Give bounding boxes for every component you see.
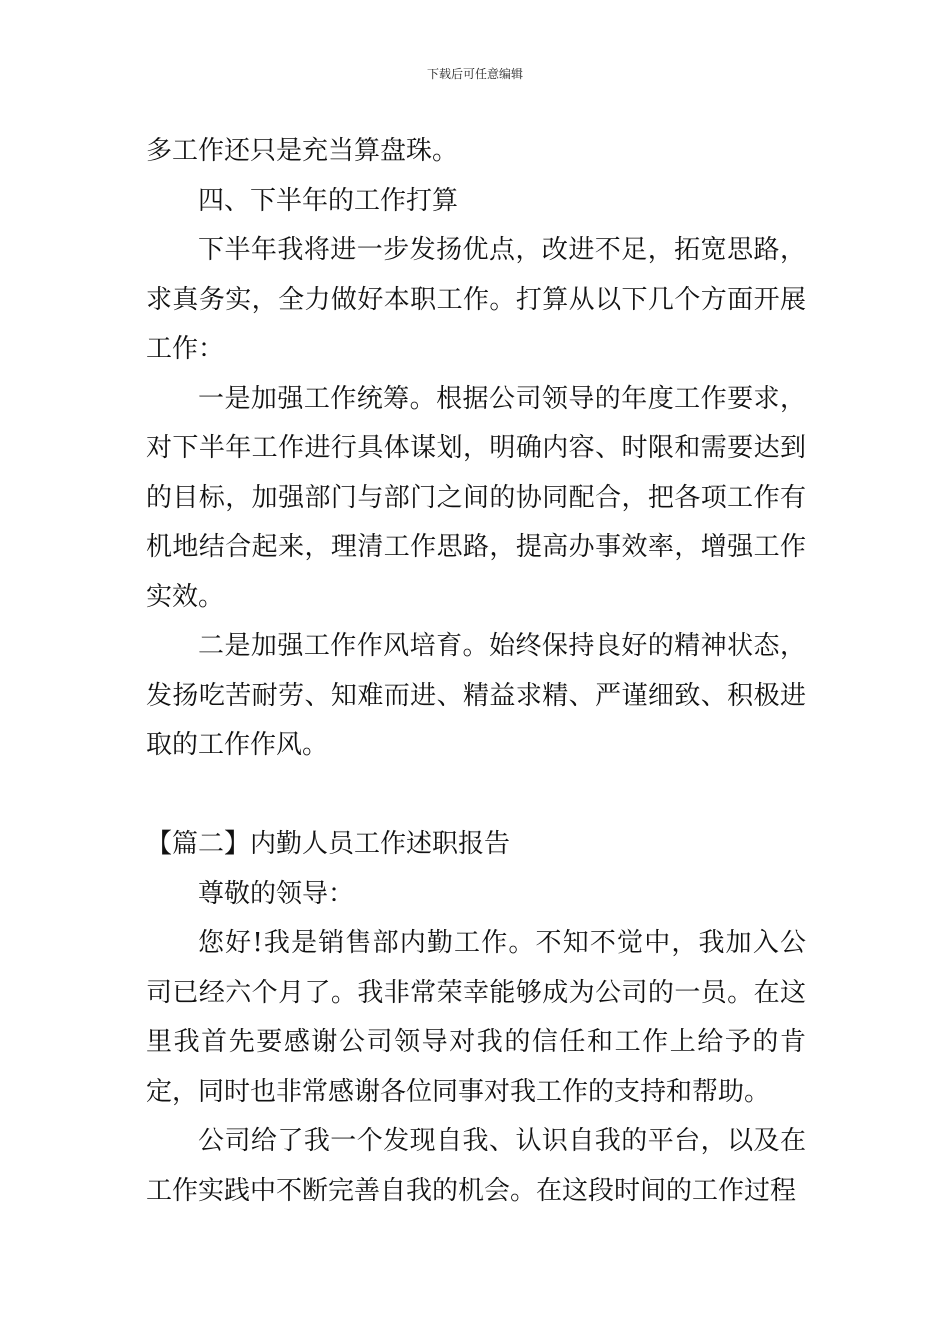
page-header: 下载后可任意编辑 bbox=[426, 67, 523, 81]
document-body bbox=[146, 127, 806, 1216]
body-paragraph: 下半年我将进一步发扬优点，改进不足，拓宽思路，求真务实，全力做好本职工作。打算从以下几个方面开展工作： bbox=[146, 235, 806, 364]
section-spacer bbox=[146, 771, 806, 821]
body-paragraph: 您好!我是销售部内勤工作。不知不觉中，我加入公司已经六个月了。我非常荣幸能够成为公司的一员。在这里我首先要感谢公司领导对我的信任和工作上给予的肯定，同时也非常感谢各位同事对我工作的支持和帮助。 bbox=[146, 928, 806, 1107]
section-heading: 四、下半年的工作打算 bbox=[198, 185, 459, 216]
body-paragraph: 二是加强工作作风培育。始终保持良好的精神状态，发扬吃苦耐劳、知难而进、精益求精、严谨细致、积极进取的工作作风。 bbox=[146, 631, 806, 760]
continuation-paragraph: 多工作还只是充当算盘珠。 bbox=[146, 136, 459, 166]
report-title: 【篇二】内勤人员工作述职报告 bbox=[146, 829, 511, 859]
body-paragraph: 一是加强工作统筹。根据公司领导的年度工作要求，对下半年工作进行具体谋划，明确内容、时限和需要达到的目标，加强部门与部门之间的协同配合，把各项工作有机地结合起来，理清工作思路，提高办事效率，增强工作实效。 bbox=[146, 383, 806, 612]
body-paragraph: 公司给了我一个发现自我、认识自我的平台，以及在工作实践中不断完善自我的机会。在这段时间的工作过程 bbox=[146, 1126, 806, 1206]
salutation: 尊敬的领导： bbox=[198, 878, 355, 909]
